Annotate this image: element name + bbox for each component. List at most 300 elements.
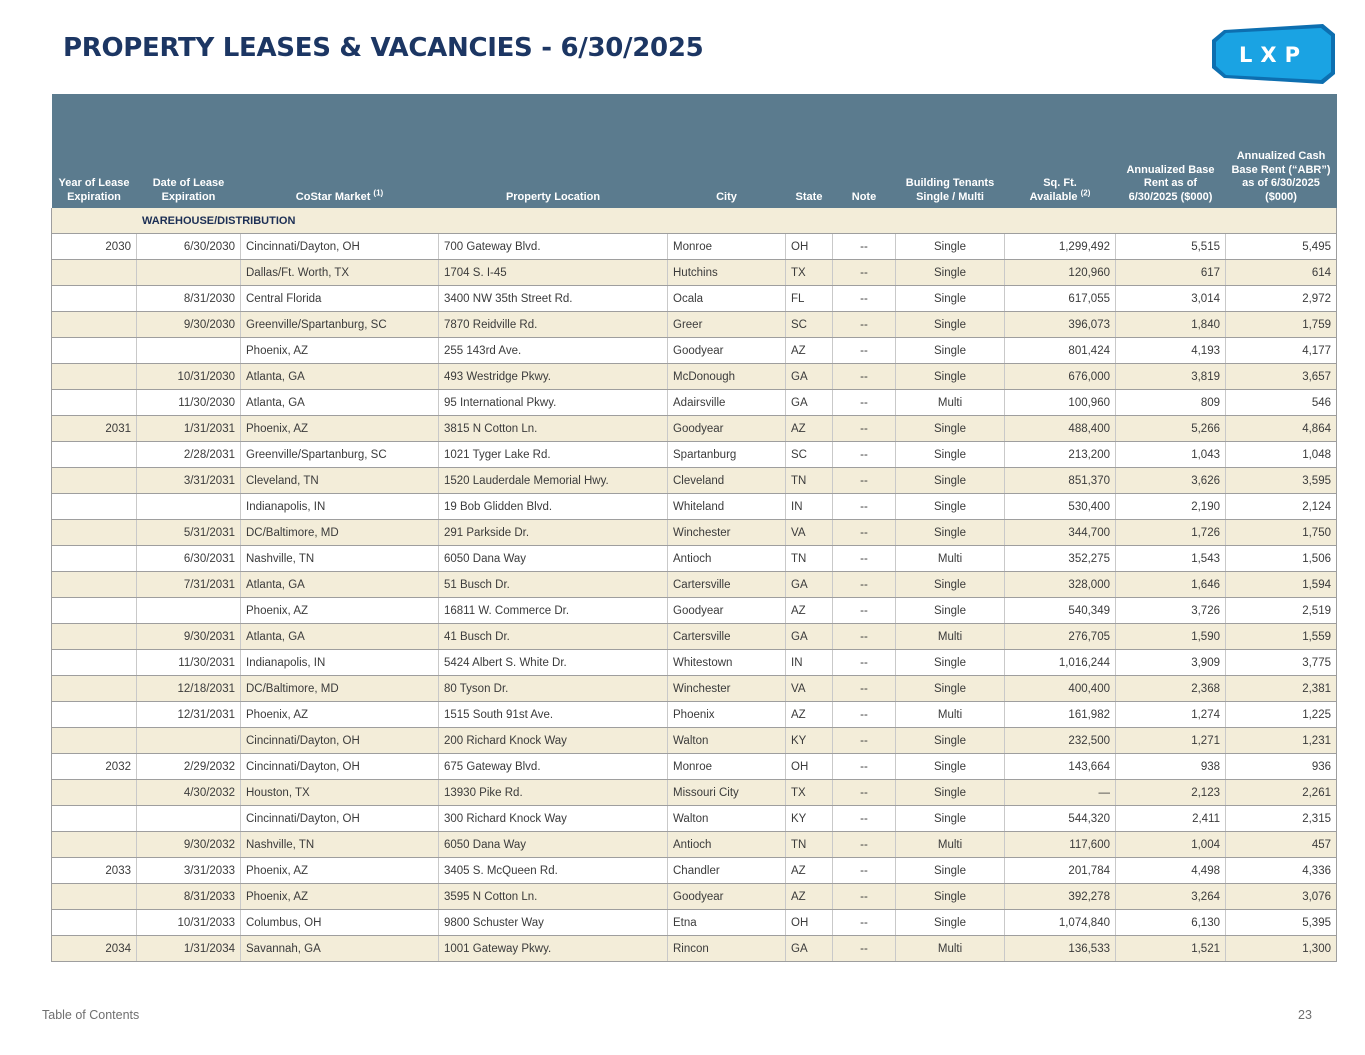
cell-year <box>52 338 137 364</box>
col-year-header: Year of Lease Expiration <box>52 94 137 208</box>
cell-abr-base: 3,626 <box>1116 468 1226 494</box>
cell-state: GA <box>786 390 833 416</box>
cell-market: Cincinnati/Dayton, OH <box>241 728 439 754</box>
cell-abr-base: 3,909 <box>1116 650 1226 676</box>
cell-location: 1021 Tyger Lake Rd. <box>439 442 668 468</box>
cell-sqft: 276,705 <box>1005 624 1116 650</box>
cell-year <box>52 572 137 598</box>
cell-sqft: 328,000 <box>1005 572 1116 598</box>
table-row <box>52 858 1337 884</box>
cell-state: OH <box>786 234 833 260</box>
cell-abr-base: 3,264 <box>1116 884 1226 910</box>
cell-abr-cash: 4,864 <box>1226 416 1337 442</box>
table-row <box>52 572 1337 598</box>
cell-market: Greenville/Spartanburg, SC <box>241 312 439 338</box>
cell-abr-base: 6,130 <box>1116 910 1226 936</box>
cell-city: Spartanburg <box>668 442 786 468</box>
cell-city: Greer <box>668 312 786 338</box>
cell-note: -- <box>833 364 896 390</box>
cell-date: 12/31/2031 <box>137 702 241 728</box>
cell-year: 2030 <box>52 234 137 260</box>
cell-note: -- <box>833 494 896 520</box>
cell-tenants: Multi <box>896 936 1005 962</box>
cell-note: -- <box>833 572 896 598</box>
cell-city: Adairsville <box>668 390 786 416</box>
cell-location: 300 Richard Knock Way <box>439 806 668 832</box>
cell-city: Monroe <box>668 234 786 260</box>
cell-abr-cash: 3,657 <box>1226 364 1337 390</box>
cell-tenants: Single <box>896 780 1005 806</box>
cell-abr-cash: 936 <box>1226 754 1337 780</box>
cell-abr-base: 5,515 <box>1116 234 1226 260</box>
table-row <box>52 520 1337 546</box>
cell-note: -- <box>833 234 896 260</box>
cell-abr-cash: 457 <box>1226 832 1337 858</box>
cell-sqft: 201,784 <box>1005 858 1116 884</box>
cell-sqft: 488,400 <box>1005 416 1116 442</box>
cell-city: Etna <box>668 910 786 936</box>
cell-city: Phoenix <box>668 702 786 728</box>
cell-city: Winchester <box>668 520 786 546</box>
cell-city: Whitestown <box>668 650 786 676</box>
cell-sqft: — <box>1005 780 1116 806</box>
table-row <box>52 390 1337 416</box>
footnote-1: (1) <box>373 187 384 197</box>
cell-city: Winchester <box>668 676 786 702</box>
cell-abr-base: 2,368 <box>1116 676 1226 702</box>
cell-location: 16811 W. Commerce Dr. <box>439 598 668 624</box>
cell-abr-cash: 1,300 <box>1226 936 1337 962</box>
cell-location: 5424 Albert S. White Dr. <box>439 650 668 676</box>
cell-note: -- <box>833 520 896 546</box>
cell-market: Dallas/Ft. Worth, TX <box>241 260 439 286</box>
cell-sqft: 136,533 <box>1005 936 1116 962</box>
cell-market: Indianapolis, IN <box>241 650 439 676</box>
cell-city: Antioch <box>668 832 786 858</box>
cell-year <box>52 780 137 806</box>
cell-year <box>52 286 137 312</box>
cell-state: GA <box>786 364 833 390</box>
cell-year <box>52 910 137 936</box>
table-row <box>52 286 1337 312</box>
cell-tenants: Single <box>896 364 1005 390</box>
cell-sqft: 617,055 <box>1005 286 1116 312</box>
cell-market: Nashville, TN <box>241 832 439 858</box>
section-label: WAREHOUSE/DISTRIBUTION <box>52 208 1337 234</box>
cell-city: Walton <box>668 806 786 832</box>
cell-city: Ocala <box>668 286 786 312</box>
cell-city: Cartersville <box>668 572 786 598</box>
cell-tenants: Single <box>896 572 1005 598</box>
cell-location: 700 Gateway Blvd. <box>439 234 668 260</box>
cell-market: Columbus, OH <box>241 910 439 936</box>
cell-market: Greenville/Spartanburg, SC <box>241 442 439 468</box>
cell-location: 1515 South 91st Ave. <box>439 702 668 728</box>
cell-market: Phoenix, AZ <box>241 416 439 442</box>
cell-state: SC <box>786 312 833 338</box>
cell-abr-base: 1,521 <box>1116 936 1226 962</box>
cell-date <box>137 598 241 624</box>
cell-abr-cash: 3,595 <box>1226 468 1337 494</box>
cell-sqft: 100,960 <box>1005 390 1116 416</box>
cell-abr-cash: 2,124 <box>1226 494 1337 520</box>
cell-location: 3405 S. McQueen Rd. <box>439 858 668 884</box>
cell-sqft: 544,320 <box>1005 806 1116 832</box>
cell-tenants: Multi <box>896 390 1005 416</box>
cell-tenants: Single <box>896 676 1005 702</box>
cell-location: 9800 Schuster Way <box>439 910 668 936</box>
cell-date: 1/31/2034 <box>137 936 241 962</box>
cell-date: 12/18/2031 <box>137 676 241 702</box>
cell-date: 5/31/2031 <box>137 520 241 546</box>
cell-location: 3815 N Cotton Ln. <box>439 416 668 442</box>
table-row <box>52 260 1337 286</box>
cell-abr-cash: 2,972 <box>1226 286 1337 312</box>
cell-note: -- <box>833 650 896 676</box>
cell-abr-base: 1,543 <box>1116 546 1226 572</box>
cell-date <box>137 728 241 754</box>
cell-city: Hutchins <box>668 260 786 286</box>
cell-note: -- <box>833 416 896 442</box>
cell-year <box>52 520 137 546</box>
cell-city: Rincon <box>668 936 786 962</box>
cell-note: -- <box>833 676 896 702</box>
cell-date: 6/30/2030 <box>137 234 241 260</box>
cell-note: -- <box>833 624 896 650</box>
cell-tenants: Single <box>896 234 1005 260</box>
col-location-header: Property Location <box>439 94 668 208</box>
cell-date: 6/30/2031 <box>137 546 241 572</box>
cell-abr-cash: 3,076 <box>1226 884 1337 910</box>
cell-abr-base: 617 <box>1116 260 1226 286</box>
cell-market: Central Florida <box>241 286 439 312</box>
cell-abr-base: 3,726 <box>1116 598 1226 624</box>
cell-abr-base: 4,193 <box>1116 338 1226 364</box>
cell-abr-cash: 2,261 <box>1226 780 1337 806</box>
cell-location: 675 Gateway Blvd. <box>439 754 668 780</box>
cell-location: 13930 Pike Rd. <box>439 780 668 806</box>
cell-abr-cash: 546 <box>1226 390 1337 416</box>
cell-year <box>52 650 137 676</box>
cell-location: 493 Westridge Pkwy. <box>439 364 668 390</box>
cell-abr-cash: 614 <box>1226 260 1337 286</box>
cell-note: -- <box>833 468 896 494</box>
cell-date: 8/31/2033 <box>137 884 241 910</box>
cell-note: -- <box>833 754 896 780</box>
table-row <box>52 442 1337 468</box>
cell-note: -- <box>833 780 896 806</box>
cell-note: -- <box>833 390 896 416</box>
cell-abr-base: 2,123 <box>1116 780 1226 806</box>
table-row <box>52 494 1337 520</box>
cell-date <box>137 806 241 832</box>
cell-tenants: Single <box>896 884 1005 910</box>
cell-city: Chandler <box>668 858 786 884</box>
cell-sqft: 400,400 <box>1005 676 1116 702</box>
cell-year <box>52 806 137 832</box>
table-row <box>52 676 1337 702</box>
cell-state: OH <box>786 754 833 780</box>
table-row <box>52 936 1337 962</box>
cell-abr-base: 1,726 <box>1116 520 1226 546</box>
footnote-2: (2) <box>1080 187 1091 197</box>
cell-date: 10/31/2033 <box>137 910 241 936</box>
cell-sqft: 213,200 <box>1005 442 1116 468</box>
col-note-header: Note <box>833 94 896 208</box>
cell-location: 3595 N Cotton Ln. <box>439 884 668 910</box>
cell-note: -- <box>833 858 896 884</box>
page-title: PROPERTY LEASES & VACANCIES - 6/30/2025 <box>63 33 704 63</box>
cell-tenants: Single <box>896 728 1005 754</box>
cell-market: Phoenix, AZ <box>241 338 439 364</box>
cell-abr-cash: 4,177 <box>1226 338 1337 364</box>
cell-year: 2034 <box>52 936 137 962</box>
cell-state: AZ <box>786 858 833 884</box>
cell-abr-cash: 1,231 <box>1226 728 1337 754</box>
lxp-logo <box>1212 24 1335 84</box>
cell-tenants: Single <box>896 468 1005 494</box>
cell-abr-cash: 2,519 <box>1226 598 1337 624</box>
cell-sqft: 232,500 <box>1005 728 1116 754</box>
cell-location: 6050 Dana Way <box>439 832 668 858</box>
cell-state: TX <box>786 260 833 286</box>
table-row <box>52 728 1337 754</box>
cell-state: AZ <box>786 702 833 728</box>
cell-abr-cash: 2,381 <box>1226 676 1337 702</box>
cell-date: 9/30/2031 <box>137 624 241 650</box>
cell-sqft: 344,700 <box>1005 520 1116 546</box>
cell-state: TN <box>786 546 833 572</box>
cell-market: Indianapolis, IN <box>241 494 439 520</box>
cell-year <box>52 676 137 702</box>
cell-location: 291 Parkside Dr. <box>439 520 668 546</box>
cell-city: Goodyear <box>668 884 786 910</box>
cell-state: SC <box>786 442 833 468</box>
cell-year: 2033 <box>52 858 137 884</box>
cell-city: Walton <box>668 728 786 754</box>
cell-location: 51 Busch Dr. <box>439 572 668 598</box>
table-row <box>52 364 1337 390</box>
cell-sqft: 352,275 <box>1005 546 1116 572</box>
cell-tenants: Single <box>896 260 1005 286</box>
cell-note: -- <box>833 884 896 910</box>
cell-city: Monroe <box>668 754 786 780</box>
cell-location: 255 143rd Ave. <box>439 338 668 364</box>
cell-note: -- <box>833 312 896 338</box>
cell-market: Cincinnati/Dayton, OH <box>241 234 439 260</box>
cell-state: AZ <box>786 884 833 910</box>
cell-abr-cash: 2,315 <box>1226 806 1337 832</box>
cell-year: 2031 <box>52 416 137 442</box>
cell-abr-cash: 1,225 <box>1226 702 1337 728</box>
cell-tenants: Single <box>896 416 1005 442</box>
cell-note: -- <box>833 832 896 858</box>
col-date-header: Date of Lease Expiration <box>137 94 241 208</box>
cell-state: IN <box>786 494 833 520</box>
cell-market: Atlanta, GA <box>241 390 439 416</box>
cell-sqft: 851,370 <box>1005 468 1116 494</box>
cell-year <box>52 364 137 390</box>
cell-city: Whiteland <box>668 494 786 520</box>
cell-date: 4/30/2032 <box>137 780 241 806</box>
cell-abr-base: 2,411 <box>1116 806 1226 832</box>
cell-date: 11/30/2031 <box>137 650 241 676</box>
col-tenants-header: Building Tenants Single / Multi <box>896 94 1005 208</box>
cell-date: 2/28/2031 <box>137 442 241 468</box>
cell-location: 1001 Gateway Pkwy. <box>439 936 668 962</box>
cell-location: 1704 S. I-45 <box>439 260 668 286</box>
cell-sqft: 392,278 <box>1005 884 1116 910</box>
cell-year <box>52 728 137 754</box>
cell-location: 19 Bob Glidden Blvd. <box>439 494 668 520</box>
cell-note: -- <box>833 286 896 312</box>
cell-sqft: 540,349 <box>1005 598 1116 624</box>
cell-note: -- <box>833 338 896 364</box>
cell-date <box>137 338 241 364</box>
cell-abr-base: 1,271 <box>1116 728 1226 754</box>
cell-location: 41 Busch Dr. <box>439 624 668 650</box>
cell-tenants: Single <box>896 312 1005 338</box>
cell-sqft: 1,016,244 <box>1005 650 1116 676</box>
cell-year <box>52 312 137 338</box>
cell-note: -- <box>833 546 896 572</box>
cell-sqft: 530,400 <box>1005 494 1116 520</box>
cell-state: GA <box>786 572 833 598</box>
cell-note: -- <box>833 598 896 624</box>
cell-year <box>52 832 137 858</box>
cell-date <box>137 494 241 520</box>
cell-market: DC/Baltimore, MD <box>241 676 439 702</box>
cell-location: 80 Tyson Dr. <box>439 676 668 702</box>
cell-year <box>52 442 137 468</box>
cell-location: 7870 Reidville Rd. <box>439 312 668 338</box>
cell-date: 11/30/2030 <box>137 390 241 416</box>
cell-date: 9/30/2030 <box>137 312 241 338</box>
cell-year <box>52 624 137 650</box>
section-row <box>52 208 1337 234</box>
cell-state: TX <box>786 780 833 806</box>
table-row <box>52 910 1337 936</box>
table-row <box>52 884 1337 910</box>
cell-state: AZ <box>786 338 833 364</box>
cell-city: Antioch <box>668 546 786 572</box>
cell-location: 3400 NW 35th Street Rd. <box>439 286 668 312</box>
cell-market: Atlanta, GA <box>241 364 439 390</box>
cell-city: Missouri City <box>668 780 786 806</box>
cell-abr-cash: 5,495 <box>1226 234 1337 260</box>
cell-state: OH <box>786 910 833 936</box>
cell-abr-cash: 1,048 <box>1226 442 1337 468</box>
col-city-header: City <box>668 94 786 208</box>
col-state-header: State <box>786 94 833 208</box>
cell-sqft: 676,000 <box>1005 364 1116 390</box>
cell-date: 8/31/2030 <box>137 286 241 312</box>
table-row <box>52 754 1337 780</box>
cell-city: Cartersville <box>668 624 786 650</box>
cell-market: Cleveland, TN <box>241 468 439 494</box>
cell-tenants: Multi <box>896 832 1005 858</box>
table-row <box>52 598 1337 624</box>
cell-tenants: Multi <box>896 546 1005 572</box>
cell-date: 9/30/2032 <box>137 832 241 858</box>
table-row <box>52 624 1337 650</box>
page-number: 23 <box>1298 1008 1312 1022</box>
cell-city: McDonough <box>668 364 786 390</box>
cell-market: Cincinnati/Dayton, OH <box>241 754 439 780</box>
table-row <box>52 702 1337 728</box>
cell-tenants: Single <box>896 520 1005 546</box>
col-market-header: CoStar Market $^{(1)}$ <box>241 94 439 208</box>
cell-tenants: Single <box>896 650 1005 676</box>
cell-location: 200 Richard Knock Way <box>439 728 668 754</box>
cell-state: KY <box>786 806 833 832</box>
cell-abr-base: 1,840 <box>1116 312 1226 338</box>
cell-note: -- <box>833 936 896 962</box>
table-row <box>52 338 1337 364</box>
cell-year: 2032 <box>52 754 137 780</box>
cell-note: -- <box>833 806 896 832</box>
cell-date: 1/31/2031 <box>137 416 241 442</box>
cell-location: 95 International Pkwy. <box>439 390 668 416</box>
cell-state: AZ <box>786 416 833 442</box>
cell-market: Atlanta, GA <box>241 572 439 598</box>
cell-state: GA <box>786 624 833 650</box>
cell-abr-cash: 1,559 <box>1226 624 1337 650</box>
cell-abr-base: 1,274 <box>1116 702 1226 728</box>
leases-table <box>51 94 1337 962</box>
cell-market: Nashville, TN <box>241 546 439 572</box>
cell-market: Atlanta, GA <box>241 624 439 650</box>
cell-market: Cincinnati/Dayton, OH <box>241 806 439 832</box>
cell-market: Houston, TX <box>241 780 439 806</box>
table-row <box>52 416 1337 442</box>
cell-abr-base: 809 <box>1116 390 1226 416</box>
cell-abr-base: 3,014 <box>1116 286 1226 312</box>
cell-year <box>52 260 137 286</box>
cell-abr-cash: 4,336 <box>1226 858 1337 884</box>
table-of-contents-link[interactable]: Table of Contents <box>42 1008 140 1022</box>
header-row <box>52 94 1337 208</box>
cell-market: Phoenix, AZ <box>241 598 439 624</box>
cell-sqft: 801,424 <box>1005 338 1116 364</box>
cell-date: 10/31/2030 <box>137 364 241 390</box>
cell-year <box>52 546 137 572</box>
cell-tenants: Single <box>896 286 1005 312</box>
cell-tenants: Single <box>896 494 1005 520</box>
cell-location: 6050 Dana Way <box>439 546 668 572</box>
cell-city: Goodyear <box>668 598 786 624</box>
cell-note: -- <box>833 442 896 468</box>
cell-abr-cash: 1,750 <box>1226 520 1337 546</box>
table-row <box>52 312 1337 338</box>
table-row <box>52 468 1337 494</box>
cell-note: -- <box>833 702 896 728</box>
cell-state: TN <box>786 832 833 858</box>
cell-sqft: 117,600 <box>1005 832 1116 858</box>
cell-abr-cash: 1,759 <box>1226 312 1337 338</box>
cell-abr-base: 4,498 <box>1116 858 1226 884</box>
cell-location: 1520 Lauderdale Memorial Hwy. <box>439 468 668 494</box>
cell-date: 3/31/2033 <box>137 858 241 884</box>
cell-year <box>52 494 137 520</box>
cell-abr-base: 1,590 <box>1116 624 1226 650</box>
cell-note: -- <box>833 910 896 936</box>
cell-abr-base: 1,004 <box>1116 832 1226 858</box>
cell-tenants: Single <box>896 858 1005 884</box>
cell-state: VA <box>786 520 833 546</box>
cell-sqft: 143,664 <box>1005 754 1116 780</box>
cell-note: -- <box>833 260 896 286</box>
